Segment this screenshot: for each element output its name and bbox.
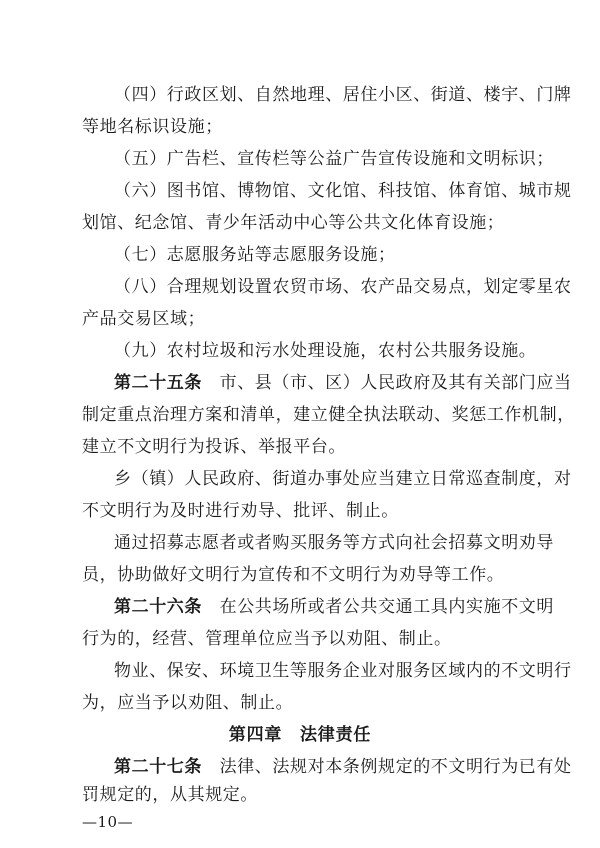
- text-line: （四）行政区划、自然地理、居住小区、街道、楼宇、门牌: [114, 85, 572, 105]
- article-paragraph-first-line: [114, 756, 572, 778]
- text-line: 产品交易区域；: [82, 309, 206, 329]
- text-line: 为，应当予以劝阻、制止。: [82, 693, 294, 713]
- text-line: （七）志愿服务站等志愿服务设施；: [114, 245, 396, 265]
- text-line: 在公共场所或者公共交通工具内实施不文明: [219, 597, 555, 617]
- text-line: 通过招募志愿者或者购买服务等方式向社会招募文明劝导: [114, 533, 554, 553]
- text-line: （八）合理规划设置农贸市场、农产品交易点，划定零星农: [114, 277, 572, 297]
- article-number: 第二十五条: [114, 373, 202, 393]
- text-line: 乡（镇）人民政府、街道办事处应当建立日常巡查制度，对: [114, 469, 572, 489]
- text-line: 罚规定的，从其规定。: [82, 785, 258, 805]
- text-line: 法律、法规对本条例规定的不文明行为已有处: [219, 757, 572, 777]
- text-line: （九）农村垃圾和污水处理设施，农村公共服务设施。: [114, 341, 537, 361]
- page-number: —10—: [82, 813, 134, 831]
- article-paragraph-first-line: [114, 596, 555, 618]
- chapter-heading: 第四章 法律责任: [228, 725, 372, 745]
- text-line: 划馆、纪念馆、青少年活动中心等公共文化体育设施；: [82, 213, 505, 233]
- text-line: 等地名标识设施；: [82, 117, 223, 137]
- text-line: 物业、保安、环境卫生等服务企业对服务区域内的不文明行: [114, 661, 572, 681]
- article-number: 第二十七条: [114, 757, 202, 777]
- text-line: 不文明行为及时进行劝导、批评、制止。: [82, 501, 399, 521]
- text-line: 员，协助做好文明行为宣传和不文明行为劝导等工作。: [82, 565, 505, 585]
- article-paragraph-first-line: [114, 372, 572, 394]
- text-line: （五）广告栏、宣传栏等公益广告宣传设施和文明标识；: [114, 149, 554, 169]
- text-line: 行为的，经营、管理单位应当予以劝阻、制止。: [82, 629, 452, 649]
- text-line: 建立不文明行为投诉、举报平台。: [82, 437, 346, 457]
- text-line: 制定重点治理方案和清单，建立健全执法联动、奖惩工作机制，: [82, 405, 575, 425]
- text-line: 市、县（市、区）人民政府及其有关部门应当: [219, 373, 572, 393]
- article-number: 第二十六条: [114, 597, 202, 617]
- text-line: （六）图书馆、博物馆、文化馆、科技馆、体育馆、城市规: [114, 181, 572, 201]
